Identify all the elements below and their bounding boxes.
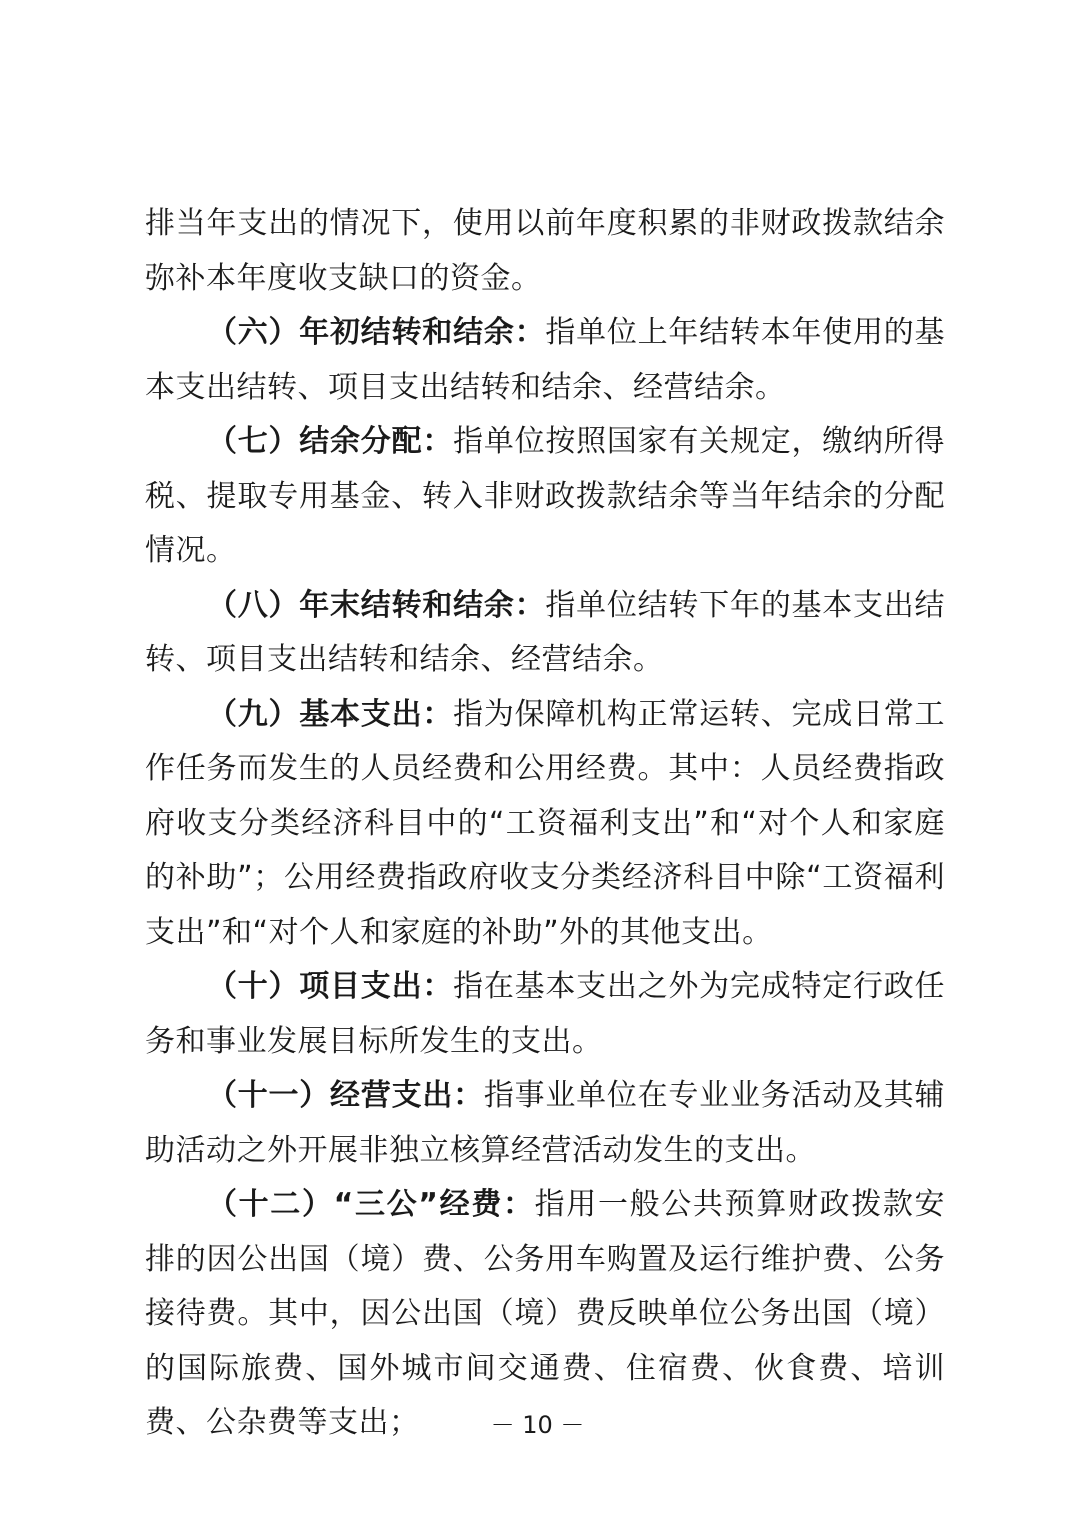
- paragraph-year-end-carryover: [145, 579, 945, 688]
- paragraph-project-expenditure: [145, 960, 945, 1069]
- paragraph-text: 指单位按照国家有关规定，缴纳所得税、提取专用基金、转入非财政拨款结余等当年结余的分配情况。: [145, 424, 946, 568]
- term-heading: （十二）“三公”经费：: [207, 1187, 535, 1222]
- paragraph-year-start-carryover: [145, 306, 945, 415]
- paragraph-basic-expenditure: [145, 688, 945, 961]
- paragraph-text: 指事业单位在专业业务活动及其辅助活动之外开展非独立核算经营活动发生的支出。: [145, 1078, 946, 1168]
- term-heading: （九）基本支出：: [207, 696, 454, 732]
- page-number: － 10 －: [490, 1411, 585, 1439]
- paragraph-text: 指为保障机构正常运转、完成日常工作任务而发生的人员经费和公用经费。其中：人员经费指政府收支分类经济科目中的“工资福利支出”和“对个人和家庭的补助”；公用经费指政府收支分类经济科目中除“工资福利支出”和“对个人和家庭的补助”外的其他支出。: [145, 696, 946, 950]
- paragraph-text: 指单位结转下年的基本支出结转、项目支出结转和结余、经营结余。: [145, 587, 946, 677]
- paragraph-operating-expenditure: [145, 1069, 945, 1178]
- paragraph-text: 指在基本支出之外为完成特定行政任务和事业发展目标所发生的支出。: [145, 969, 946, 1059]
- body-text: [145, 197, 945, 1451]
- term-heading: （六）年初结转和结余：: [207, 315, 546, 350]
- term-heading: （七）结余分配：: [207, 424, 454, 459]
- paragraph-text: 排当年支出的情况下，使用以前年度积累的非财政拨款结余弥补本年度收支缺口的资金。: [145, 206, 945, 296]
- paragraph-text: 指单位上年结转本年使用的基本支出结转、项目支出结转和结余、经营结余。: [145, 315, 946, 405]
- paragraph-surplus-distribution: [145, 415, 945, 579]
- term-heading: （十一）经营支出：: [207, 1078, 484, 1113]
- paragraph-text: 指用一般公共预算财政拨款安排的因公出国（境）费、公务用车购置及运行维护费、公务接待费。其中，因公出国（境）费反映单位公务出国（境）的国际旅费、国外城市间交通费、住宿费、伙食费、培训费、公杂费等支出；: [145, 1187, 945, 1440]
- term-heading: （八）年末结转和结余：: [207, 587, 546, 623]
- paragraph-continuation: [145, 197, 945, 306]
- term-heading: （十）项目支出：: [207, 969, 454, 1004]
